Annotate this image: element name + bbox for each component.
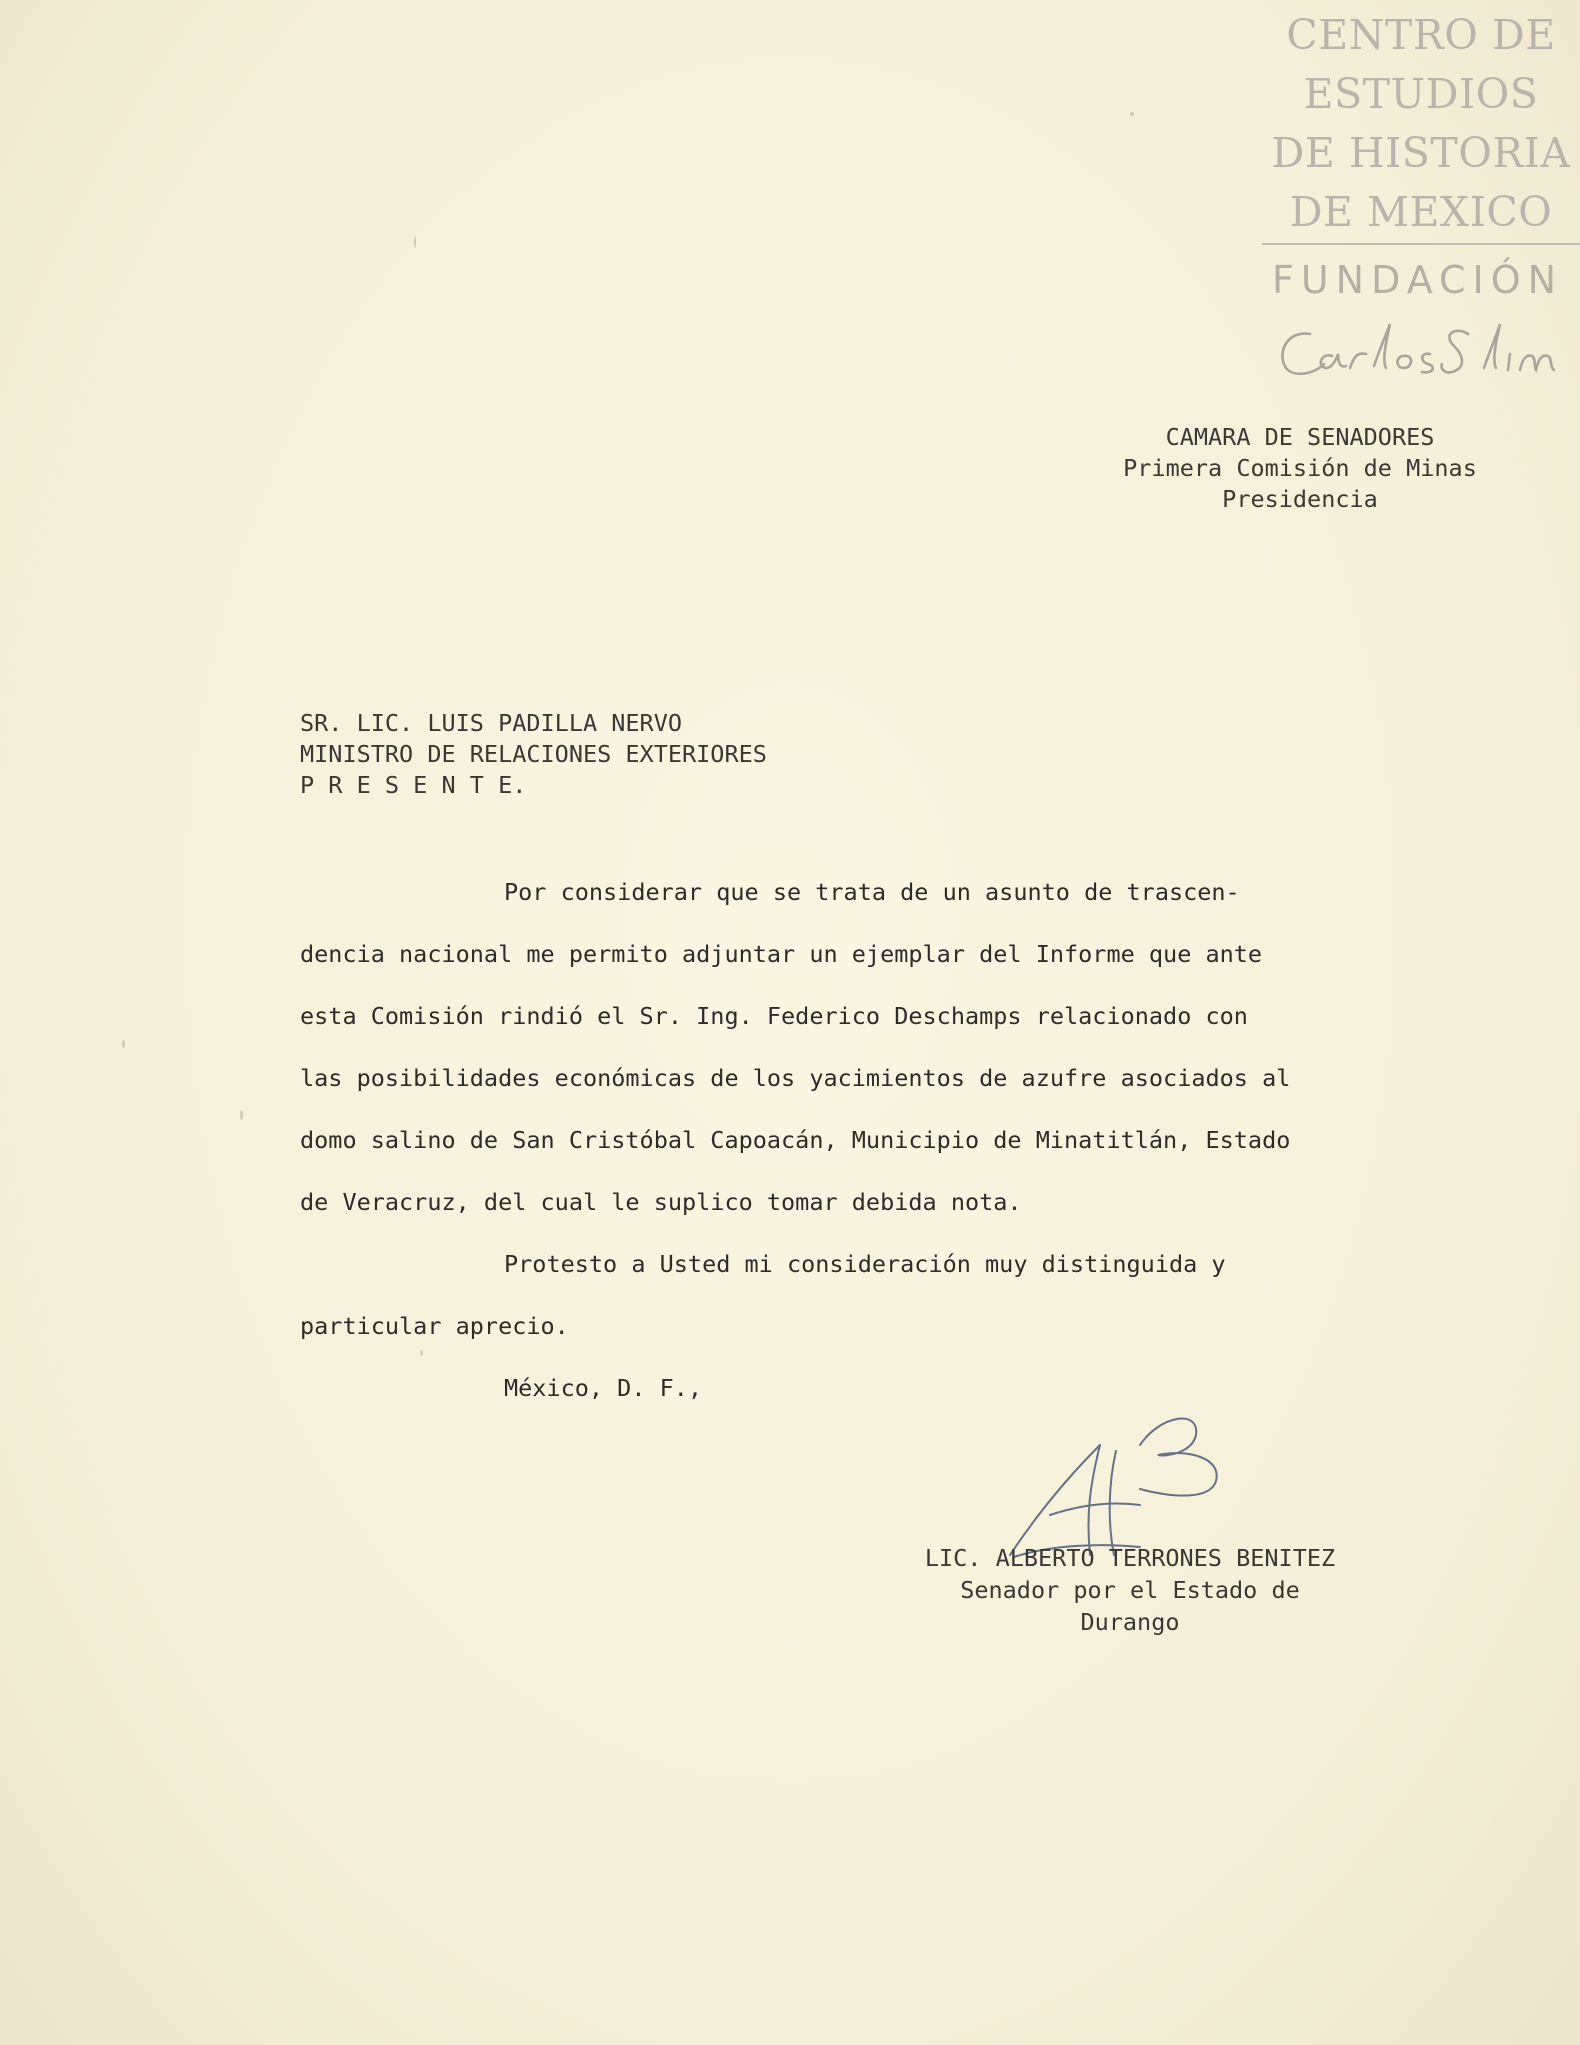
letterhead-commission: Primera Comisión de Minas <box>1123 454 1477 482</box>
foundation-signature-logo <box>1270 312 1570 392</box>
watermark-divider <box>1262 243 1580 245</box>
watermark-line-3: DE HISTORIA <box>1271 129 1571 177</box>
place-date: México, D. F., <box>504 1374 703 1402</box>
watermark-line-2: ESTUDIOS <box>1303 70 1539 118</box>
body-line: esta Comisión rindió el Sr. Ing. Federico Deschamps relacionado con <box>300 1002 1248 1030</box>
recipient-title: MINISTRO DE RELACIONES EXTERIORES <box>300 740 767 768</box>
closing-line: particular aprecio. <box>300 1312 569 1340</box>
watermark-fundacion: FUNDACIÓN <box>1272 258 1564 302</box>
recipient-name: SR. LIC. LUIS PADILLA NERVO <box>300 709 683 737</box>
handwritten-signature <box>990 1405 1250 1565</box>
signatory-title: Senador por el Estado de <box>960 1576 1300 1604</box>
body-line: las posibilidades económicas de los yacimientos de azufre asociados al <box>300 1064 1291 1092</box>
body-line: Por considerar que se trata de un asunto de trascen- <box>504 878 1240 906</box>
institution-watermark <box>1262 6 1580 242</box>
signatory-state: Durango <box>1080 1608 1180 1636</box>
closing-line: Protesto a Usted mi consideración muy distinguida y <box>504 1250 1226 1278</box>
watermark-line-1: CENTRO DE <box>1286 11 1556 59</box>
body-line: dencia nacional me permito adjuntar un ejemplar del Informe que ante <box>300 940 1263 968</box>
signature-block <box>880 1542 1380 1638</box>
letterhead-chamber: CAMARA DE SENADORES <box>1165 423 1435 451</box>
letter-body <box>300 861 1410 1419</box>
recipient-presente: P R E S E N T E. <box>300 771 527 799</box>
body-line: de Veracruz, del cual le suplico tomar debida nota. <box>300 1188 1022 1216</box>
watermark-line-4: DE MEXICO <box>1289 188 1553 236</box>
body-line: domo salino de San Cristóbal Capoacán, Municipio de Minatitlán, Estado <box>300 1126 1291 1154</box>
letterhead-office: Presidencia <box>1222 485 1378 513</box>
recipient-block <box>300 708 767 801</box>
letterhead <box>1090 422 1510 515</box>
signatory-name: LIC. ALBERTO TERRONES BENITEZ <box>924 1544 1336 1572</box>
